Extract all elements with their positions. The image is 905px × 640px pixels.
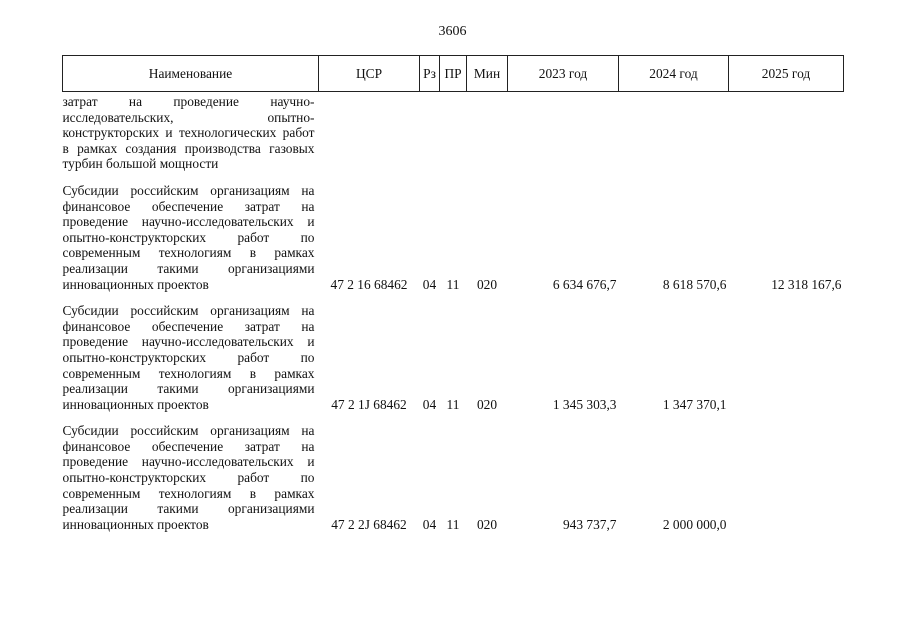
row-2025 [729, 412, 844, 532]
row-name: Субсидии российским организациям на финансовое обеспечение затрат на проведение научно-исследовательских и опытно-конструкторских работ по современным технологиям в рамках реализации такими организациями инновационных проектов [62, 303, 315, 412]
row-2024: 2 000 000,0 [662, 516, 727, 532]
table-row [63, 92, 844, 172]
row-pr: 11 [446, 516, 460, 532]
row-2025: 12 318 167,6 [771, 276, 842, 292]
row-pr [440, 92, 467, 172]
budget-table [62, 55, 844, 532]
row-2024 [619, 92, 729, 172]
row-name: Субсидии российским организациям на финансовое обеспечение затрат на проведение научно-исследовательских и опытно-конструкторских работ по современным технологиям в рамках реализации такими организациями инновационных проектов [62, 423, 315, 532]
row-min: 020 [476, 516, 498, 532]
row-rz: 04 [422, 396, 437, 412]
row-csr [319, 92, 420, 172]
row-2024: 8 618 570,6 [662, 276, 727, 292]
row-csr: 47 2 16 68462 [330, 276, 408, 292]
row-2024: 1 347 370,1 [662, 396, 727, 412]
table-row [63, 172, 844, 292]
row-rz: 04 [422, 276, 437, 292]
row-min: 020 [476, 396, 498, 412]
row-2025 [729, 92, 844, 172]
header-csr: ЦСР [319, 56, 420, 92]
row-2023: 6 634 676,7 [552, 276, 617, 292]
row-pr: 11 [446, 276, 460, 292]
header-2024: 2024 год [619, 56, 729, 92]
row-min [467, 92, 508, 172]
row-rz: 04 [422, 516, 437, 532]
page-number: 3606 [438, 24, 467, 39]
row-2023 [508, 92, 619, 172]
row-name: затрат на проведение научно-исследовательских, опытно-конструкторских и технологических работ в рамках создания производства газовых турбин большой мощности [62, 94, 315, 172]
row-csr: 47 2 2J 68462 [331, 516, 407, 532]
row-min: 020 [476, 276, 498, 292]
header-min: Мин [467, 56, 508, 92]
row-csr: 47 2 1J 68462 [331, 396, 407, 412]
header-2025: 2025 год [729, 56, 844, 92]
table-row [63, 292, 844, 412]
row-2023: 943 737,7 [562, 516, 617, 532]
row-pr: 11 [446, 396, 460, 412]
header-rz: Рз [420, 56, 440, 92]
header-pr: ПР [440, 56, 467, 92]
row-2025 [729, 292, 844, 412]
header-name: Наименование [63, 56, 319, 92]
table-row [63, 412, 844, 532]
row-2023: 1 345 303,3 [552, 396, 617, 412]
header-2023: 2023 год [508, 56, 619, 92]
table-header-row [63, 56, 844, 92]
row-rz [420, 92, 440, 172]
row-name: Субсидии российским организациям на финансовое обеспечение затрат на проведение научно-исследовательских и опытно-конструкторских работ по современным технологиям в рамках реализации такими организациями инновационных проектов [62, 182, 315, 292]
